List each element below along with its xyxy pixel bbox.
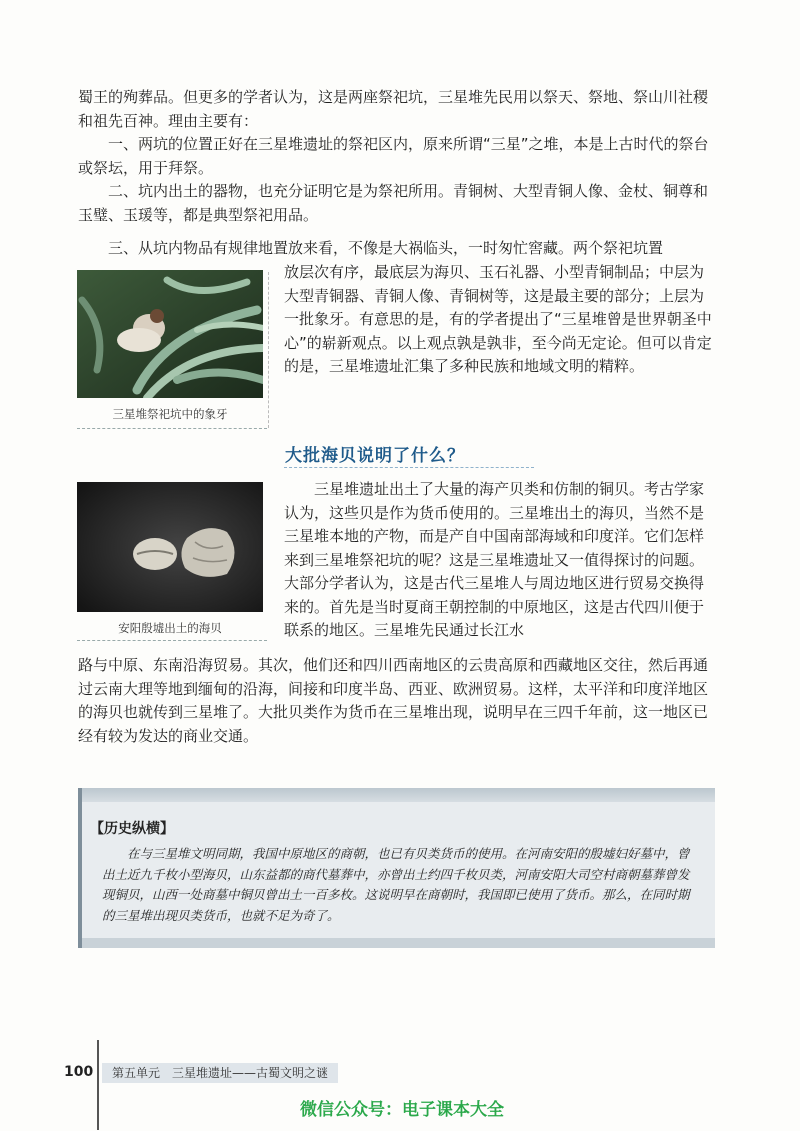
history-sidebar-box (78, 788, 715, 948)
paragraph-intro: 蜀王的殉葬品。但更多的学者认为，这是两座祭祀坑，三星堆先民用以祭天、祭地、祭山川社稷和祖先百神。理由主要有： (78, 88, 709, 130)
figure-shells (77, 482, 263, 642)
heading-underline (284, 467, 534, 468)
paragraph-reason-2: 二、坑内出土的器物，也充分证明它是为祭祀所用。青铜树、大型青铜人像、金杖、铜尊和玉璧、玉瑗等，都是典型祭祀用品。 (78, 182, 709, 224)
paragraph-shells-cont: 路与中原、东南沿海贸易。其次，他们还和四川西南地区的云贵高原和西藏地区交往，然后再通过云南大理等地到缅甸的沿海，间接和印度半岛、西亚、欧洲贸易。这样，太平洋和印度洋地区的海贝也就传到三星堆了。大批贝类作为货币在三星堆出现，说明早在三四千年前，这一地区已经有较为发达的商业交通。 (78, 656, 709, 745)
ivory-caption: 三星堆祭祀坑中的象牙 (112, 407, 228, 421)
shells-caption: 安阳殷墟出土的海贝 (118, 621, 222, 635)
chapter-label: 第五单元 三星堆遗址——古蜀文明之谜 (102, 1063, 338, 1083)
figure-ivory (77, 270, 263, 430)
figure-divider (268, 272, 269, 428)
paragraph-reason-1: 一、两坑的位置正好在三星堆遗址的祭祀区内，原来所谓“三星”之堆，本是上古时代的祭台或祭坛，用于拜祭。 (78, 135, 709, 177)
shells-photo (77, 482, 263, 612)
figure-underline-2 (77, 640, 267, 641)
paragraph-shells-start: 三星堆遗址出土了大量的海产贝类和仿制的铜贝。考古学家认为，这些贝是作为货币使用的。三星堆出土的海贝，当然不是三星堆本地的产物，而是产自中国南部海域和印度洋。它们怎样来到三星堆祭祀坑的呢？这是三星堆遗址又一值得探讨的问题。大部分学者认为，这是古代三星堆人与周边地区进行贸易交换得来的。首先是当时夏商王朝控制的中原地区，这是古代四川便于联系的地区。三星堆先民通过长江水 (284, 480, 705, 639)
watermark-text: 微信公众号：电子课本大全 (300, 1100, 504, 1120)
box-bottom-bar (82, 938, 715, 948)
footer-vertical-rule (97, 1040, 99, 1130)
box-title: 【历史纵横】 (90, 821, 174, 837)
paragraph-reason-3-cont: 放层次有序，最底层为海贝、玉石礼器、小型青铜制品；中层为大型青铜器、青铜人像、青铜树等，这是最主要的部分；上层为一批象牙。有意思的是，有的学者提出了“三星堆曾是世界朝圣中心”的崭新观点。以上观点孰是孰非，至今尚无定论。但可以肯定的是，三星堆遗址汇集了多种民族和地域文明的精粹。 (284, 263, 712, 375)
figure-underline (77, 428, 267, 429)
box-text: 在与三星堆文明同期，我国中原地区的商朝，也已有贝类货币的使用。在河南安阳的殷墟妇好墓中，曾出土近九千枚小型海贝，山东益都的商代墓葬中，亦曾出土约四千枚贝类，河南安阳大司空村商朝墓葬曾发现铜贝，山西一处商墓中铜贝曾出土一百多枚。这说明早在商朝时，我国即已使用了货币。那么，在同时期的三星堆出现贝类货币，也就不足为奇了。 (102, 846, 690, 923)
paragraph-reason-3-start: 三、从坑内物品有规律地置放来看，不像是大祸临头，一时匆忙窖藏。两个祭祀坑置 (108, 239, 664, 257)
box-top-bar (82, 788, 715, 802)
section-heading: 大批海贝说明了什么？ (285, 446, 465, 466)
ivory-photo (77, 270, 263, 398)
page-number: 100 (64, 1064, 94, 1080)
